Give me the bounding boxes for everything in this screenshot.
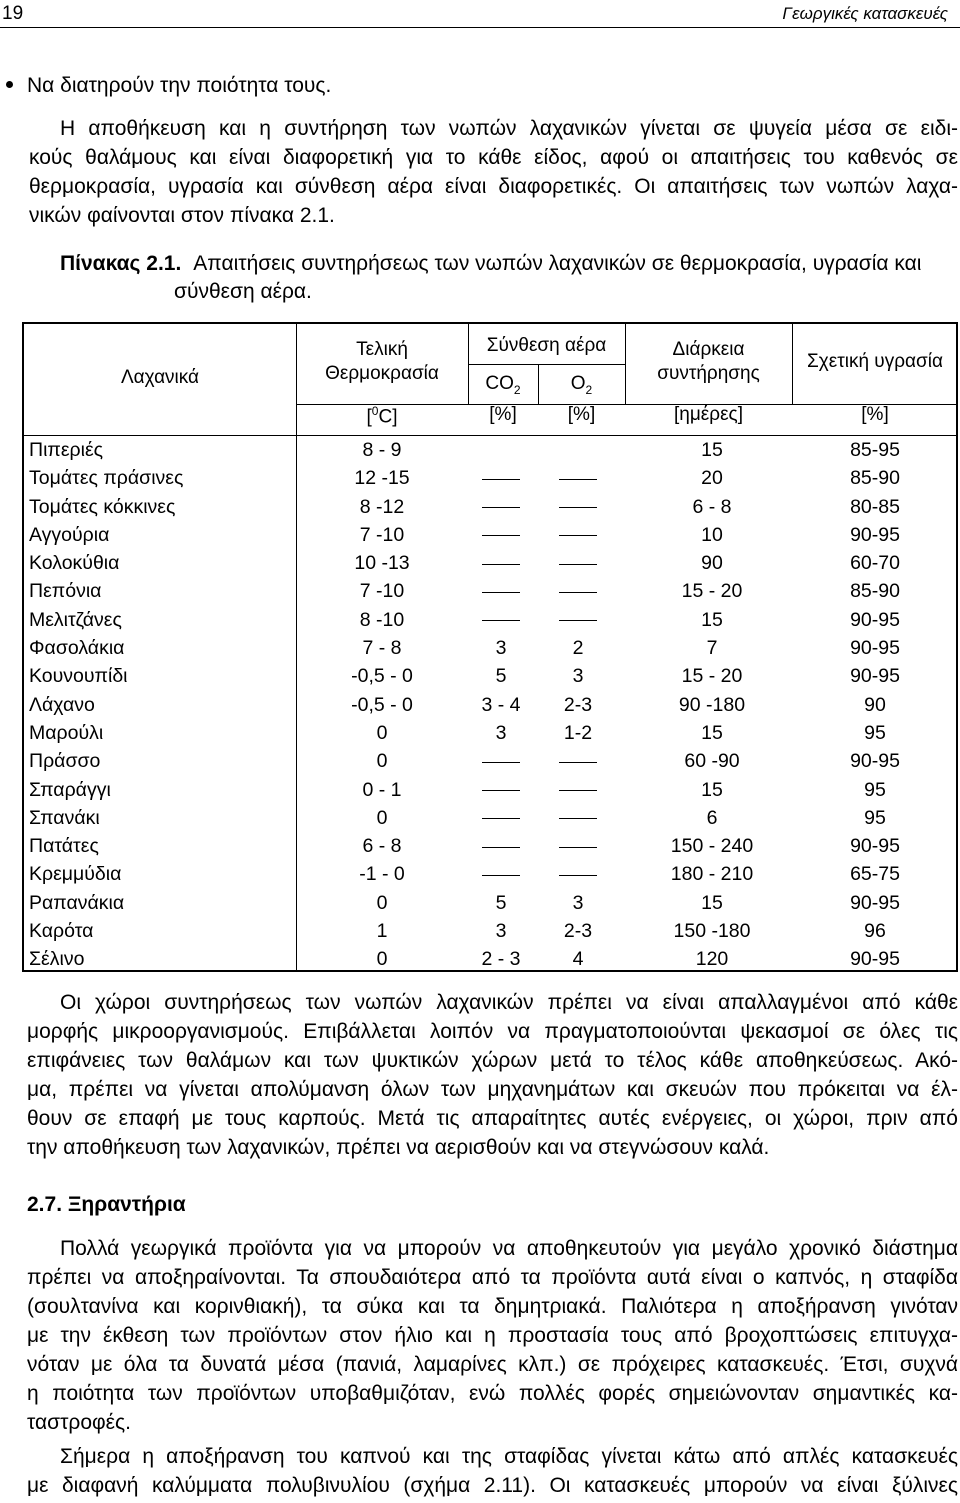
paragraph-line: Σήμερα η αποξήρανση του καπνού και της σταφίδας γίνεται κάτω από απλές κατασκευές xyxy=(60,1445,958,1468)
dash-mark xyxy=(559,592,597,593)
paragraph-line: θουν σε επαφή με τους καρπούς. Μετά τις απαραίτητες αυτές ενέργειες, οι χώροι, πριν από xyxy=(27,1107,958,1130)
unit-co2: [%] xyxy=(489,404,517,425)
cell-humidity: 90-95 xyxy=(850,835,900,858)
cell-name: Σπανάκι xyxy=(29,806,100,829)
dash-mark xyxy=(559,847,597,848)
table-row xyxy=(24,691,956,719)
cell-co2 xyxy=(461,747,541,775)
cell-temp: 8 - 9 xyxy=(362,439,402,461)
paragraph-line: κούς θαλάμους και είναι διαφορετική για το κάθε είδος, αφού οι απαιτήσεις του καθενός σε xyxy=(29,146,958,169)
cell-humidity: 90-95 xyxy=(850,608,900,631)
cell-temp: 8 -10 xyxy=(359,608,405,631)
table-caption-text-2: σύνθεση αέρα. xyxy=(174,280,312,303)
table-caption xyxy=(60,250,960,306)
dash-mark xyxy=(482,818,520,819)
cell-duration: 120 xyxy=(695,948,729,971)
table-row xyxy=(24,662,956,690)
page-number: 19 xyxy=(2,3,24,24)
cell-duration: 20 xyxy=(701,467,723,490)
header-duration-line1: Διάρκεια xyxy=(672,339,745,360)
cell-o2 xyxy=(538,521,618,549)
header-o2-text: O xyxy=(570,373,586,394)
table-row xyxy=(24,719,956,747)
table-row xyxy=(24,493,956,521)
cell-co2 xyxy=(461,606,541,634)
page-header xyxy=(0,0,960,30)
dash-mark xyxy=(559,479,597,480)
unit-humidity: [%] xyxy=(861,404,889,425)
cell-humidity: 85-90 xyxy=(850,580,900,603)
bullet-text: Να διατηρούν την ποιότητα τους. xyxy=(27,74,332,97)
cell-temp: 10 -13 xyxy=(354,552,410,575)
cell-duration: 15 - 20 xyxy=(681,580,743,603)
cell-duration: 15 xyxy=(701,721,723,744)
header-rule xyxy=(0,27,960,28)
dash-mark xyxy=(559,620,597,621)
paragraph-line: Πολλά γεωργικά προϊόντα για να μπορούν να αποθηκευτούν για μεγάλο χρονικό διάστημα xyxy=(60,1237,958,1260)
cell-duration: 150 - 240 xyxy=(670,835,754,858)
cell-o2: 2 xyxy=(572,637,584,660)
cell-duration: 15 xyxy=(701,608,723,631)
cell-humidity: 90-95 xyxy=(850,948,900,971)
dash-mark xyxy=(482,535,520,536)
table-row xyxy=(24,804,956,832)
cell-o2: 3 xyxy=(572,665,584,688)
paragraph-line: η ποιότητα των προϊόντων υποβαθμιζόταν, ενώ πολλές φορές σημειώνονταν σημαντικές κα- xyxy=(27,1382,958,1405)
unit-temperature xyxy=(296,404,468,428)
cell-duration: 150 -180 xyxy=(673,920,751,943)
cell-temp: -1 - 0 xyxy=(359,863,405,886)
cell-duration: 15 xyxy=(701,439,723,461)
cell-temp: 6 - 8 xyxy=(362,835,402,858)
storage-requirements-table xyxy=(22,322,958,972)
unit-temp-close: C] xyxy=(378,406,398,428)
table-row xyxy=(24,436,956,464)
cell-o2 xyxy=(538,577,618,605)
header-vegetables: Λαχανικά xyxy=(120,367,200,388)
dash-mark xyxy=(559,762,597,763)
table-row xyxy=(24,917,956,945)
header-duration xyxy=(625,338,792,386)
table-row xyxy=(24,577,956,605)
cell-temp: 0 xyxy=(376,806,388,829)
unit-temp-sup: 0 xyxy=(371,404,379,418)
last-paragraph xyxy=(27,1442,958,1500)
unit-o2: [%] xyxy=(567,404,596,425)
cell-temp: 7 -10 xyxy=(359,523,405,546)
table-row xyxy=(24,945,956,973)
header-o2-sub: 2 xyxy=(585,382,593,397)
cell-co2: 2 - 3 xyxy=(481,948,521,971)
cell-co2: 5 xyxy=(495,665,507,688)
table-row xyxy=(24,889,956,917)
bullet-item xyxy=(6,72,331,100)
cell-temp: 0 - 1 xyxy=(362,778,402,801)
dash-mark xyxy=(482,762,520,763)
paragraph-line: θερμοκρασία, υγρασία και σύνθεση αέρα είναι διαφορετικές. Οι απαιτήσεις των νωπών λαχα- xyxy=(29,175,958,198)
cell-co2 xyxy=(461,776,541,804)
cell-o2 xyxy=(538,747,618,775)
paragraph-line: με την έκθεση των προϊόντων στον ήλιο και η προστασία τους από βροχοπτώσεις επιτυγχα- xyxy=(27,1324,958,1347)
header-co2-text: CO xyxy=(485,373,514,394)
header-temperature xyxy=(296,338,468,386)
cell-temp: 8 -12 xyxy=(359,495,405,518)
paragraph-line: Η αποθήκευση και η συντήρηση των νωπών λαχανικών γίνεται σε ψυγεία μέσα σε ειδι- xyxy=(60,117,958,140)
cell-o2: 4 xyxy=(572,948,584,971)
cell-temp: 12 -15 xyxy=(354,467,410,490)
cell-name: Αγγούρια xyxy=(29,523,110,546)
cell-name: Κρεμμύδια xyxy=(29,863,122,886)
cell-duration: 15 xyxy=(701,778,723,801)
dash-mark xyxy=(559,507,597,508)
cell-name: Σπαράγγι xyxy=(29,778,111,801)
cell-co2 xyxy=(461,493,541,521)
cell-o2 xyxy=(538,804,618,832)
dash-mark xyxy=(482,592,520,593)
cell-humidity: 90-95 xyxy=(850,665,900,688)
table-caption-label: Πίνακας 2.1. xyxy=(60,252,182,275)
dash-mark xyxy=(482,875,520,876)
dash-mark xyxy=(559,564,597,565)
cell-name: Καρότα xyxy=(29,920,94,943)
table-row xyxy=(24,464,956,492)
table-row xyxy=(24,521,956,549)
paragraph-line: (σουλτανίνα και κορινθιακή), τα σύκα και τα δημητριακά. Παλιότερα η αποξήρανση γινόταν xyxy=(27,1295,958,1318)
cell-humidity: 90-95 xyxy=(850,523,900,546)
dash-mark xyxy=(482,847,520,848)
cell-humidity: 95 xyxy=(864,806,886,829)
cell-humidity: 85-90 xyxy=(850,467,900,490)
dash-mark xyxy=(482,790,520,791)
unit-duration: [ημέρες] xyxy=(674,404,743,425)
cell-humidity: 95 xyxy=(864,778,886,801)
table-row xyxy=(24,832,956,860)
cell-temp: 7 - 8 xyxy=(362,637,402,660)
cell-name: Κουνουπίδι xyxy=(29,665,128,688)
header-humidity: Σχετική υγρασία xyxy=(807,351,943,372)
header-air-composition: Σύνθεση αέρα xyxy=(486,335,607,356)
cell-duration: 180 - 210 xyxy=(670,863,754,886)
cell-temp: -0,5 - 0 xyxy=(351,693,413,716)
cell-name: Φασολάκια xyxy=(29,637,125,660)
intro-paragraph xyxy=(29,114,958,230)
cell-duration: 7 xyxy=(706,637,718,660)
header-temperature-line2: Θερμοκρασία xyxy=(325,363,439,384)
cell-co2 xyxy=(461,549,541,577)
cell-co2 xyxy=(461,804,541,832)
running-title: Γεωργικές κατασκευές xyxy=(782,4,948,23)
cell-o2 xyxy=(538,776,618,804)
table-row xyxy=(24,549,956,577)
header-divider xyxy=(468,364,625,365)
dash-mark xyxy=(559,535,597,536)
table-body xyxy=(24,436,956,974)
cell-o2: 1-2 xyxy=(563,721,593,744)
cell-o2 xyxy=(538,832,618,860)
table-caption-text: Απαιτήσεις συντηρήσεως των νωπών λαχανικών σε θερμοκρασία, υγρασία και xyxy=(193,252,922,275)
cell-humidity: 90-95 xyxy=(850,750,900,773)
cell-temp: 1 xyxy=(376,920,388,943)
header-co2-sub: 2 xyxy=(513,382,521,397)
cell-co2: 3 xyxy=(495,721,507,744)
cell-humidity: 90-95 xyxy=(850,637,900,660)
bullet-dot-icon xyxy=(6,81,13,88)
cell-co2 xyxy=(461,521,541,549)
paragraph-line: πρέπει να αποξηραίνονται. Τα σπουδαιότερα από τα προϊόντα αυτά είναι ο καπνός, η σταφίδα xyxy=(27,1266,958,1289)
drying-paragraph xyxy=(27,1234,958,1437)
cell-name: Πεπόνια xyxy=(29,580,102,603)
table-row xyxy=(24,747,956,775)
cell-o2 xyxy=(538,606,618,634)
cell-humidity: 90-95 xyxy=(850,891,900,914)
cell-humidity: 65-75 xyxy=(850,863,900,886)
cell-o2: 2-3 xyxy=(563,920,593,943)
cell-name: Σέλινο xyxy=(29,948,85,971)
cell-humidity: 85-95 xyxy=(850,439,900,461)
cell-name: Ραπανάκια xyxy=(29,891,125,914)
header-o2 xyxy=(538,372,625,402)
paragraph-line: μα, πρέπει να γίνεται απολύμανση όλων των μηχανημάτων και σκευών που πρόκειται να έλ- xyxy=(27,1078,958,1101)
cell-co2: 5 xyxy=(495,891,507,914)
cell-humidity: 60-70 xyxy=(850,552,900,575)
dash-mark xyxy=(559,790,597,791)
cell-co2 xyxy=(461,860,541,888)
cell-humidity: 80-85 xyxy=(850,495,900,518)
cell-name: Κολοκύθια xyxy=(29,552,120,575)
section-heading: 2.7. Ξηραντήρια xyxy=(27,1193,186,1216)
paragraph-line: νόταν με όλα τα δυνατά μέσα (πανιά, λαμαρίνες κλπ.) σε πρόχειρες κατασκευές. Έτσι, συχνά xyxy=(27,1353,958,1376)
cell-co2 xyxy=(461,577,541,605)
cell-duration: 90 -180 xyxy=(678,693,746,716)
table-row xyxy=(24,860,956,888)
cell-duration: 6 - 8 xyxy=(692,495,732,518)
paragraph-line: νικών φαίνονται στον πίνακα 2.1. xyxy=(29,204,335,227)
cell-temp: 0 xyxy=(376,948,388,971)
cell-name: Λάχανο xyxy=(29,693,95,716)
cell-duration: 10 xyxy=(701,523,723,546)
cell-o2: 2-3 xyxy=(563,693,593,716)
hygiene-paragraph xyxy=(27,988,958,1162)
cell-duration: 60 -90 xyxy=(684,750,740,773)
cell-co2: 3 - 4 xyxy=(481,693,521,716)
paragraph-line: επιφάνειες των θαλάμων και των ψυκτικών χώρων μετά το τέλος κάθε αποθηκεύσεως. Ακό- xyxy=(27,1049,958,1072)
cell-humidity: 96 xyxy=(864,920,886,943)
cell-o2 xyxy=(538,464,618,492)
table-row xyxy=(24,634,956,662)
header-co2 xyxy=(468,372,538,402)
cell-temp: 0 xyxy=(376,891,388,914)
cell-temp: 0 xyxy=(376,750,388,773)
cell-name: Μελιτζάνες xyxy=(29,608,122,631)
dash-mark xyxy=(559,818,597,819)
dash-mark xyxy=(482,564,520,565)
cell-duration: 6 xyxy=(706,806,718,829)
cell-name: Μαρούλι xyxy=(29,721,104,744)
dash-mark xyxy=(482,620,520,621)
paragraph-line: μορφής μικροοργανισμούς. Επιβάλλεται λοιπόν να πραγματοποιούνται ψεκασμοί σε όλες τις xyxy=(27,1020,958,1043)
cell-humidity: 95 xyxy=(864,721,886,744)
cell-co2: 3 xyxy=(495,920,507,943)
dash-mark xyxy=(559,875,597,876)
cell-co2 xyxy=(461,464,541,492)
paragraph-line: ταστροφές. xyxy=(27,1411,131,1434)
unit-temp-open: [ xyxy=(366,406,372,428)
cell-o2 xyxy=(538,860,618,888)
cell-name: Πιπεριές xyxy=(29,439,104,461)
cell-temp: 7 -10 xyxy=(359,580,405,603)
cell-name: Τομάτες πράσινες xyxy=(29,467,184,490)
cell-co2: 3 xyxy=(495,637,507,660)
cell-o2 xyxy=(538,493,618,521)
header-duration-line2: συντήρησης xyxy=(657,363,760,384)
cell-duration: 15 - 20 xyxy=(681,665,743,688)
cell-temp: -0,5 - 0 xyxy=(351,665,413,688)
paragraph-line: Οι χώροι συντηρήσεως των νωπών λαχανικών πρέπει να είναι απαλλαγμένοι από κάθε xyxy=(60,991,958,1014)
cell-o2 xyxy=(538,549,618,577)
cell-name: Πατάτες xyxy=(29,835,99,858)
dash-mark xyxy=(482,479,520,480)
cell-co2 xyxy=(461,832,541,860)
paragraph-line: την αποθήκευση των λαχανικών, πρέπει να αερισθούν και να στεγνώσουν καλά. xyxy=(27,1136,770,1159)
paragraph-line: με διαφανή καλύμματα πολυβινυλίου (σχήμα 2.11). Οι κατασκευές μπορούν να είναι ξύλινες xyxy=(27,1474,958,1497)
dash-mark xyxy=(482,507,520,508)
cell-humidity: 90 xyxy=(864,693,886,716)
cell-temp: 0 xyxy=(376,721,388,744)
header-temperature-line1: Τελική xyxy=(356,339,408,360)
table-row xyxy=(24,606,956,634)
table-row xyxy=(24,776,956,804)
cell-o2: 3 xyxy=(572,891,584,914)
cell-duration: 90 xyxy=(701,552,723,575)
cell-name: Πράσσο xyxy=(29,750,101,773)
cell-name: Τομάτες κόκκινες xyxy=(29,495,176,518)
cell-duration: 15 xyxy=(701,891,723,914)
